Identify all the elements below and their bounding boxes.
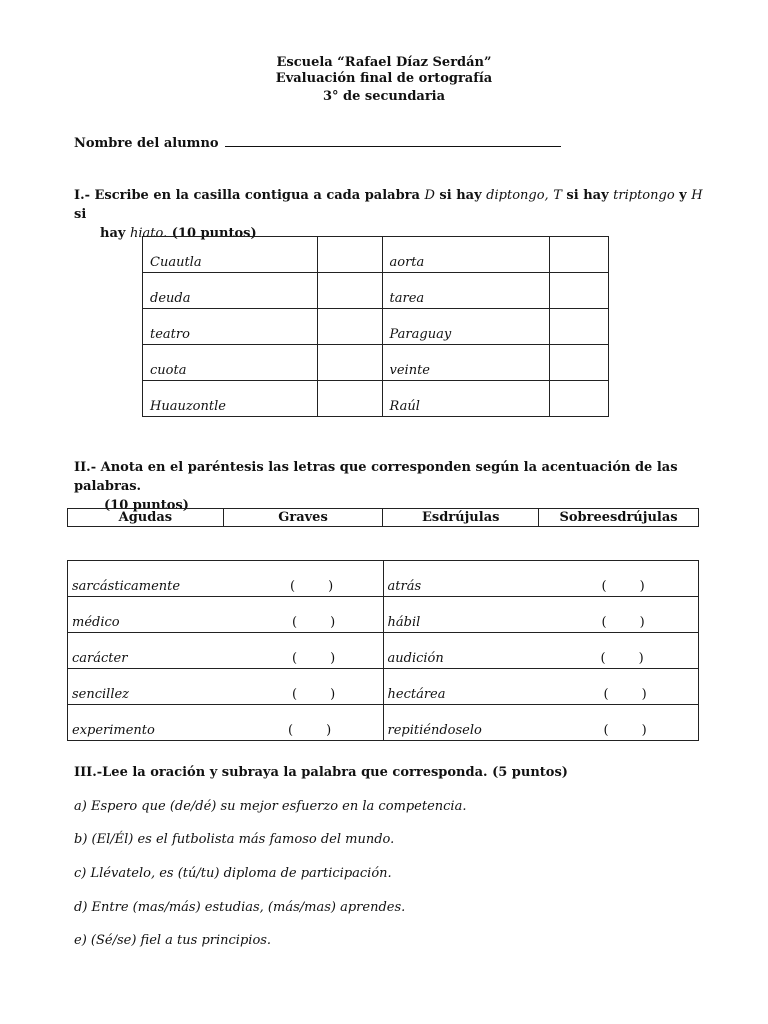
answer-parenthesis[interactable]: ( ) <box>603 687 647 702</box>
answer-parenthesis[interactable]: ( ) <box>601 579 645 594</box>
answer-parenthesis[interactable]: ( ) <box>292 615 336 630</box>
answer-parenthesis[interactable]: ( ) <box>292 687 336 702</box>
table-row <box>68 509 699 527</box>
accent-categories-table <box>67 508 699 527</box>
answer-cell[interactable] <box>318 309 382 345</box>
sentence-item: c) Llévatelo, es (tú/tu) diploma de participación. <box>74 866 392 881</box>
word-cell: hábil ( ) <box>383 597 698 633</box>
student-name-field[interactable] <box>74 134 561 151</box>
sentence-item: d) Entre (mas/más) estudias, (más/mas) aprendes. <box>74 900 406 915</box>
word-cell: hectárea ( ) <box>383 669 698 705</box>
table-row <box>68 705 699 741</box>
answer-parenthesis[interactable]: ( ) <box>601 615 645 630</box>
table-row <box>68 633 699 669</box>
answer-parenthesis[interactable]: ( ) <box>600 651 644 666</box>
answer-parenthesis[interactable]: ( ) <box>603 723 647 738</box>
answer-cell[interactable] <box>318 381 382 417</box>
answer-cell[interactable] <box>318 237 382 273</box>
category-agudas: Agudas <box>68 509 224 527</box>
word-cell: Raúl <box>382 381 549 417</box>
word-cell: médico ( ) <box>68 597 384 633</box>
answer-parenthesis[interactable]: ( ) <box>288 723 332 738</box>
answer-cell[interactable] <box>549 345 608 381</box>
word-cell: carácter ( ) <box>68 633 384 669</box>
answer-cell[interactable] <box>318 273 382 309</box>
sentence-item: a) Espero que (de/dé) su mejor esfuerzo en la competencia. <box>74 799 467 814</box>
table-row <box>143 237 609 273</box>
word-cell: tarea <box>382 273 549 309</box>
student-name-blank[interactable] <box>225 134 561 147</box>
section3-title: III.-Lee la oración y subraya la palabra que corresponda. (5 puntos) <box>74 765 568 780</box>
word-cell: audición ( ) <box>383 633 698 669</box>
answer-cell[interactable] <box>549 273 608 309</box>
answer-cell[interactable] <box>549 237 608 273</box>
table-row <box>143 381 609 417</box>
category-esdrujulas: Esdrújulas <box>383 509 539 527</box>
word-cell: aorta <box>382 237 549 273</box>
table-row <box>68 669 699 705</box>
word-cell: Paraguay <box>382 309 549 345</box>
diphthong-table <box>142 236 609 417</box>
category-graves: Graves <box>223 509 383 527</box>
grade-label: 3° de secundaria <box>322 89 446 104</box>
table-row <box>143 345 609 381</box>
table-row <box>143 309 609 345</box>
word-cell: veinte <box>382 345 549 381</box>
section1-instructions: I.- Escribe en la casilla contigua a cada palabra D si hay diptongo, T si hay triptongo y H si hay hiato. (10 puntos) <box>74 188 703 241</box>
word-cell: deuda <box>143 273 318 309</box>
accent-words-table <box>67 560 699 741</box>
sentence-item: e) (Sé/se) fiel a tus principios. <box>74 933 272 948</box>
word-cell: atrás ( ) <box>383 561 698 597</box>
table-row <box>143 273 609 309</box>
answer-cell[interactable] <box>318 345 382 381</box>
word-cell: sarcásticamente ( ) <box>68 561 384 597</box>
answer-cell[interactable] <box>549 381 608 417</box>
answer-parenthesis[interactable]: ( ) <box>290 579 334 594</box>
exam-title: Evaluación final de ortografía <box>275 71 493 86</box>
word-cell: Cuautla <box>143 237 318 273</box>
student-name-label: Nombre del alumno <box>74 136 219 151</box>
sentence-item: b) (El/Él) es el futbolista más famoso del mundo. <box>74 832 395 847</box>
answer-cell[interactable] <box>549 309 608 345</box>
table-row <box>68 561 699 597</box>
word-cell: cuota <box>143 345 318 381</box>
word-cell: teatro <box>143 309 318 345</box>
category-sobreesdrujulas: Sobreesdrújulas <box>539 509 699 527</box>
table-row <box>68 597 699 633</box>
word-cell: repitiéndoselo ( ) <box>383 705 698 741</box>
answer-parenthesis[interactable]: ( ) <box>292 651 336 666</box>
word-cell: Huauzontle <box>143 381 318 417</box>
section2-instructions: II.- Anota en el paréntesis las letras que corresponden según la acentuación de las palabras. (10 puntos) <box>74 460 678 513</box>
word-cell: sencillez ( ) <box>68 669 384 705</box>
word-cell: experimento ( ) <box>68 705 384 741</box>
school-name: Escuela “Rafael Díaz Serdán” <box>276 55 492 70</box>
